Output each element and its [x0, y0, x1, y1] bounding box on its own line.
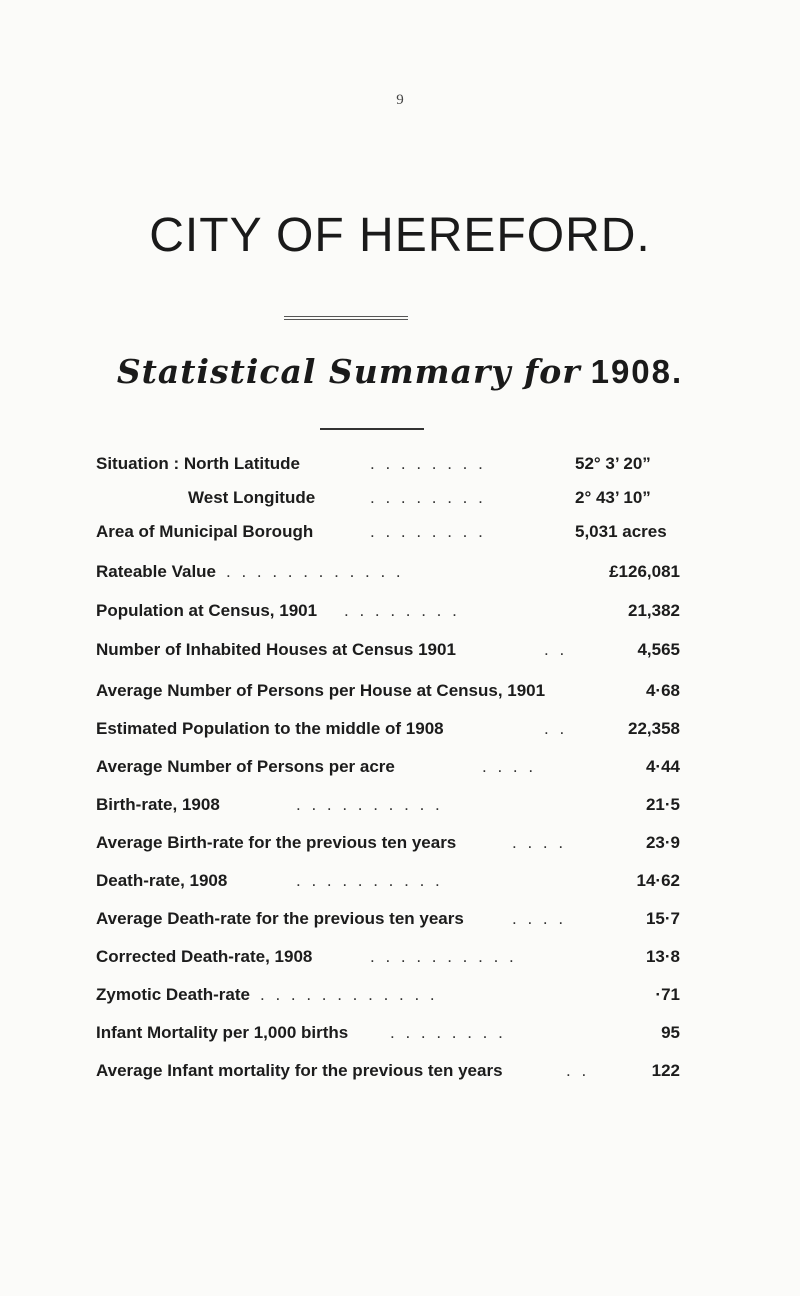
stat-row-average-birth-rate	[0, 833, 800, 861]
stat-row-persons-per-acre	[0, 757, 800, 785]
stat-dots: . . . . . . . . . . . .	[226, 562, 404, 581]
stat-value: 2° 43’ 10”	[575, 488, 651, 507]
stat-dots: . .	[566, 1061, 590, 1080]
stat-value: 23·9	[645, 833, 680, 852]
stat-value: 95	[661, 1023, 680, 1042]
stat-row-north-latitude	[0, 454, 800, 482]
stat-dots: . .	[544, 640, 568, 659]
stat-label: Death-rate, 1908	[96, 871, 228, 890]
stat-dots: . . . . . . . .	[344, 601, 460, 620]
stat-dots: . . . . . . . . . . . .	[260, 985, 438, 1004]
stat-value: 4·44	[645, 757, 680, 776]
stat-label: Average Infant mortality for the previous ten years	[96, 1061, 503, 1080]
stat-label: Situation : North Latitude	[96, 454, 300, 473]
stat-value: 13·8	[645, 947, 680, 966]
stat-row-estimated-population	[0, 719, 800, 747]
stat-value: 15·7	[645, 909, 680, 928]
stat-label: Average Number of Persons per acre	[96, 757, 395, 776]
stat-row-average-death-rate	[0, 909, 800, 937]
stat-dots: . . . . . . . .	[390, 1023, 506, 1042]
stat-row-average-infant-mortality	[0, 1061, 800, 1089]
stat-row-corrected-death-rate	[0, 947, 800, 975]
subtitle-year: 1908.	[590, 353, 684, 390]
stat-label: Infant Mortality per 1,000 births	[96, 1023, 349, 1042]
stat-label: Area of Municipal Borough	[96, 522, 314, 541]
stat-row-death-rate	[0, 871, 800, 899]
stat-dots: . . . . . . . .	[370, 454, 486, 473]
stat-label: Zymotic Death-rate	[96, 985, 250, 1004]
stat-value: 14·62	[636, 871, 680, 890]
stat-value: 21,382	[628, 601, 680, 620]
stat-value: 4·68	[645, 681, 680, 700]
stat-row-zymotic-death-rate	[0, 985, 800, 1013]
stat-row-west-longitude	[0, 488, 800, 516]
stat-value: 22,358	[628, 719, 680, 738]
stat-value: ·71	[655, 985, 680, 1004]
stat-value: 21·5	[645, 795, 680, 814]
stat-row-persons-per-house	[0, 681, 800, 709]
document-subtitle	[0, 352, 800, 391]
stat-label: Rateable Value	[96, 562, 217, 581]
stat-value: £126,081	[609, 562, 680, 581]
stat-value: 5,031 acres	[575, 522, 667, 541]
stat-label: Estimated Population to the middle of 1908	[96, 719, 444, 738]
stat-row-rateable-value	[0, 562, 800, 590]
page-title: CITY OF HEREFORD.	[149, 209, 651, 262]
stat-label: Corrected Death-rate, 1908	[96, 947, 313, 966]
stat-value: 122	[651, 1061, 680, 1080]
stat-row-birth-rate	[0, 795, 800, 823]
subtitle-divider	[320, 428, 424, 430]
stat-label: Number of Inhabited Houses at Census 1901	[96, 640, 456, 659]
stat-label: Average Number of Persons per House at Census, 1901	[96, 681, 546, 700]
stat-dots: . . . . . . . . . .	[370, 947, 517, 966]
stat-label: Average Birth-rate for the previous ten years	[96, 833, 457, 852]
stat-row-infant-mortality	[0, 1023, 800, 1051]
stat-row-inhabited-houses	[0, 640, 800, 668]
subtitle-text: Statistical Summary for	[116, 352, 581, 391]
stat-dots: . . . . . . . .	[370, 488, 486, 507]
stat-dots: . . . .	[482, 757, 537, 776]
stat-label: Average Death-rate for the previous ten years	[96, 909, 464, 928]
stat-dots: . .	[544, 719, 568, 738]
page-number: 9	[396, 92, 404, 108]
stat-value: 52° 3’ 20”	[575, 454, 651, 473]
title-divider	[284, 316, 408, 322]
stat-row-area	[0, 522, 800, 550]
stat-dots: . . . . . . . . . .	[296, 871, 443, 890]
stat-row-population-census	[0, 601, 800, 629]
stat-dots: . . . .	[512, 833, 567, 852]
stat-dots: . . . .	[512, 909, 567, 928]
stat-label: West Longitude	[188, 488, 316, 507]
stat-label: Birth-rate, 1908	[96, 795, 220, 814]
stat-label: Population at Census, 1901	[96, 601, 318, 620]
stat-dots: . . . . . . . .	[370, 522, 486, 541]
stat-value: 4,565	[637, 640, 680, 659]
stat-dots: . . . . . . . . . .	[296, 795, 443, 814]
